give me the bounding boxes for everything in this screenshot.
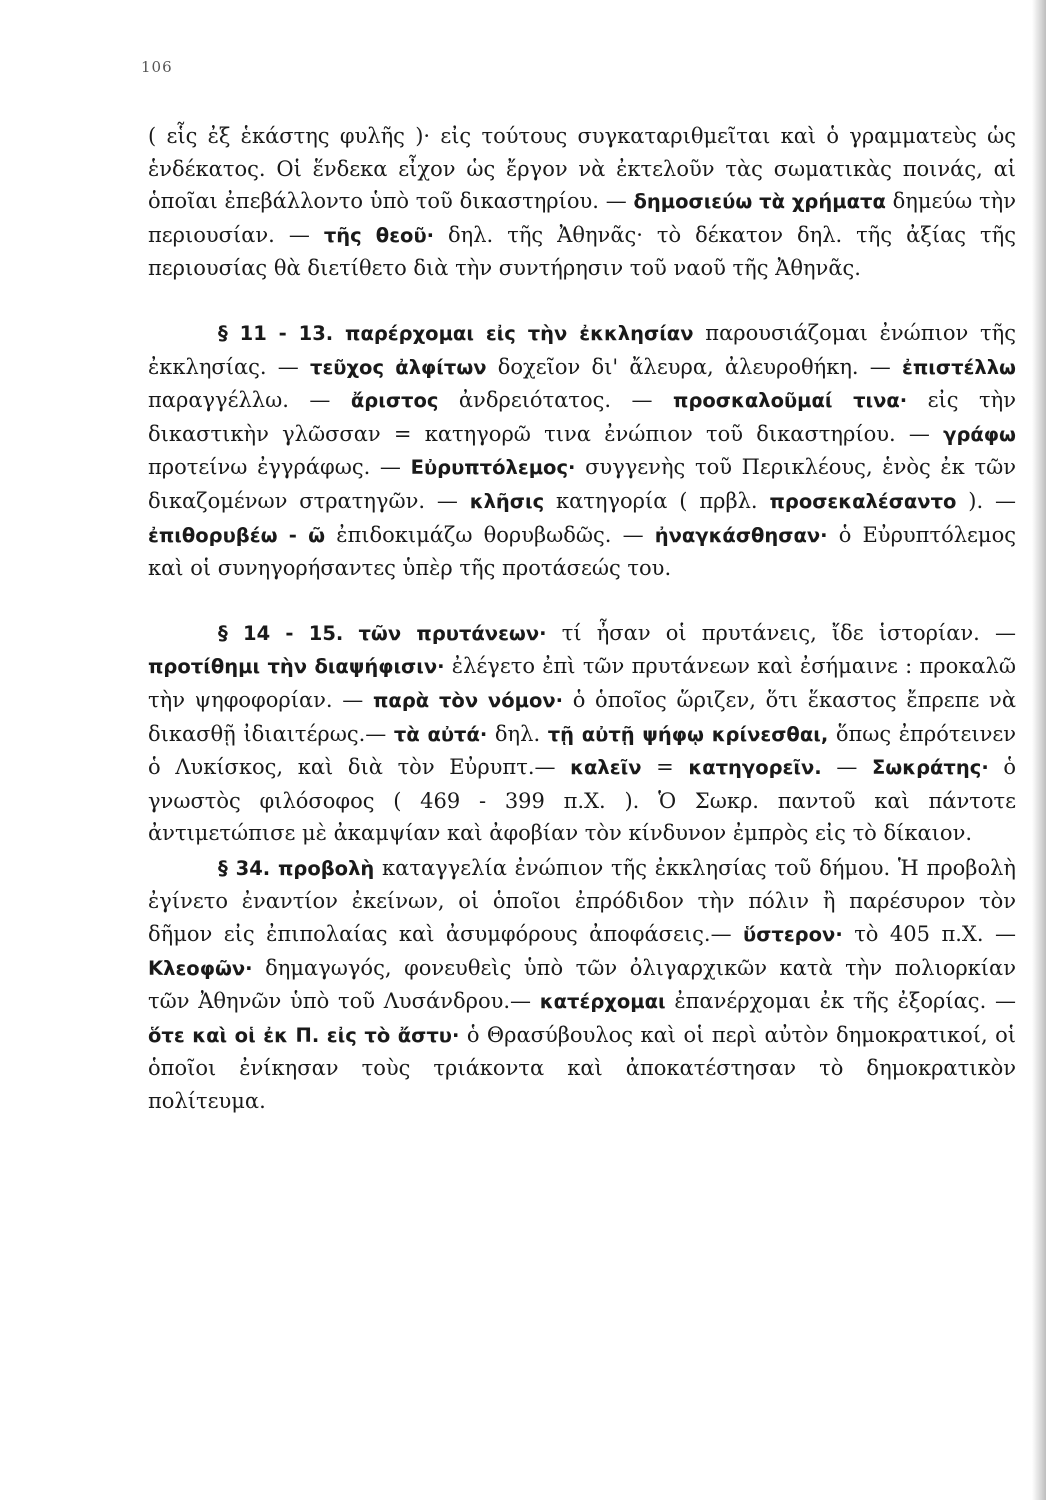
- text: τί ἦσαν οἱ πρυτάνεις, ἴδε ἱστορίαν. —: [546, 620, 1017, 645]
- lemma: τῇ αὐτῇ ψήφῳ κρίνεσθαι,: [547, 722, 829, 746]
- lemma: κατηγορεῖν.: [688, 756, 822, 780]
- text: ἐλέγετο ἐπὶ τῶν πρυτάνεων καὶ ἐσήμαινε : προκαλῶ τὴν ψηφοφορίαν. —: [148, 654, 1016, 712]
- lemma: προσκαλοῦμαί τινα·: [673, 389, 908, 413]
- text: παραγγέλλω. —: [148, 388, 351, 413]
- section-mark: § 34.: [218, 856, 271, 880]
- text: ( εἷς ἐξ ἑκάστης φυλῆς )· εἰς τούτους συγκαταριθμεῖται καὶ ὁ γραμματεὺς ὡς ἑνδέκατος. Οἱ ἕνδεκα εἶχον ὡς ἔργον νὰ ἐκτελοῦν τὰς σωματικὰς ποινάς, αἱ ὁποῖαι ἐπεβάλλοντο ὑπὸ τοῦ δικαστηρίου. —: [148, 124, 1016, 214]
- text: δηλ. τῆς Ἀθηνᾶς· τὸ δέκατον δηλ. τῆς ἀξίας τῆς περιουσίας θὰ διετίθετο διὰ τὴν συντήρησιν τοῦ ναοῦ τῆς Ἀθηνᾶς.: [148, 222, 1016, 281]
- section-mark: § 14 - 15.: [218, 621, 344, 645]
- page-number: 106: [141, 58, 173, 76]
- commentary-text: [148, 120, 1016, 1118]
- text: ἀνδρειότατος. —: [438, 388, 674, 413]
- page-edge-shadow: [1032, 0, 1046, 1500]
- text: ). —: [956, 488, 1016, 513]
- paragraph-2: [148, 317, 1016, 585]
- lemma: κλῆσις: [469, 489, 545, 513]
- text: δημεύω τὴν περιουσίαν. —: [148, 189, 1016, 247]
- lemma: ὅτε καὶ οἱ ἐκ Π. εἰς τὸ ἄστυ·: [148, 1023, 460, 1047]
- lemma: παρὰ τὸν νόμον·: [373, 688, 564, 712]
- text: ἐπανέρχομαι ἐκ τῆς ἐξορίας. —: [665, 989, 1016, 1014]
- section-mark: § 11 - 13.: [218, 321, 334, 345]
- lemma: τῶν πρυτάνεων·: [358, 621, 547, 645]
- lemma: παρέρχομαι εἰς τὴν ἐκκλησίαν: [345, 321, 694, 345]
- lemma: τῆς θεοῦ·: [323, 223, 435, 247]
- text: —: [821, 755, 872, 780]
- paragraph-3: [148, 617, 1016, 850]
- lemma: γράφω: [943, 422, 1016, 446]
- paragraph-1: [148, 120, 1016, 285]
- text: δηλ.: [487, 721, 548, 746]
- text: καταγγελία ἐνώπιον τῆς ἐκκλησίας τοῦ δήμου. Ἡ προβολὴ ἐγίνετο ἐναντίον ἐκείνων, οἱ ὁποῖοι ἐπρόδιδον τὴν πόλιν ἢ παρέσυρον τὸν δῆμον εἰς ἐπιπολαίας καὶ ἀσυμφόρους ἀποφάσεις.—: [148, 855, 1016, 947]
- text: τὸ 405 π.Χ. —: [842, 922, 1016, 947]
- text: προτείνω ἐγγράφως. —: [148, 455, 411, 480]
- lemma: ἠναγκάσθησαν·: [654, 523, 828, 547]
- text: ὅπως ἐπρότεινεν ὁ Λυκίσκος, καὶ διὰ τὸν Εὐρυπτ.—: [148, 721, 1016, 780]
- lemma: Εὐρυπτόλεμος·: [410, 456, 576, 480]
- lemma: προβολὴ: [277, 856, 375, 880]
- text: δημαγωγός, φονευθεὶς ὑπὸ τῶν ὀλιγαρχικῶν κατὰ τὴν πολιορκίαν τῶν Ἀθηνῶν ὑπὸ τοῦ Λυσάνδρου.—: [148, 955, 1016, 1014]
- lemma: τεῦχος ἀλφίτων: [310, 355, 487, 379]
- text: ὁ Εὐρυπτόλεμος καὶ οἱ συνηγορήσαντες ὑπὲρ τῆς προτάσεώς του.: [148, 522, 1016, 581]
- text: ὁ γνωστὸς φιλόσοφος ( 469 - 399 π.Χ. ). Ὁ Σωκρ. παντοῦ καὶ πάντοτε ἀντιμετώπισε μὲ ἀκαμψίαν καὶ ἀφοβίαν τὸν κίνδυνον ἐμπρὸς εἰς τὸ δίκαιον.: [148, 755, 1017, 846]
- text: ὁ Θρασύβουλος καὶ οἱ περὶ αὐτὸν δημοκρατικοί, οἱ ὁποῖοι ἐνίκησαν τοὺς τριάκοντα καὶ ἀποκατέστησαν τὸ δημοκρατικὸν πολίτευμα.: [148, 1022, 1016, 1114]
- lemma: Κλεοφῶν·: [148, 956, 253, 980]
- lemma: Σωκράτης·: [871, 756, 989, 780]
- text: δοχεῖον δι' ἄλευρα, ἀλευροθήκη. —: [486, 354, 902, 379]
- lemma: προτίθημι τὴν διαψήφισιν·: [148, 655, 445, 679]
- text: εἰς τὴν δικαστικὴν γλῶσσαν = κατηγορῶ τινα ἐνώπιον τοῦ δικαστηρίου. —: [148, 388, 1016, 446]
- lemma: ἐπιθορυβέω - ῶ: [148, 523, 326, 547]
- lemma: ὕστερον·: [743, 923, 843, 947]
- text: κατηγορία ( πρβλ.: [544, 488, 770, 513]
- text: ἐπιδοκιμάζω θορυβωδῶς. —: [325, 522, 655, 547]
- text: παρουσιάζομαι ἐνώπιον τῆς ἐκκλησίας. —: [148, 320, 1016, 379]
- lemma: δημοσιεύω τὰ χρήματα: [633, 190, 886, 214]
- lemma: τὰ αὐτά·: [393, 722, 488, 746]
- text: ὁ ὁποῖος ὥριζεν, ὅτι ἕκαστος ἔπρεπε νὰ δικασθῇ ἰδιαιτέρως.—: [148, 687, 1017, 746]
- text: =: [641, 755, 689, 780]
- paragraph-4: [148, 852, 1016, 1118]
- lemma: ἄριστος: [350, 389, 439, 413]
- lemma: κατέρχομαι: [539, 990, 666, 1014]
- lemma: ἐπιστέλλω: [902, 355, 1016, 379]
- text: συγγενὴς τοῦ Περικλέους, ἑνὸς ἐκ τῶν δικαζομένων στρατηγῶν. —: [148, 455, 1016, 513]
- lemma: προσεκαλέσαντο: [769, 489, 957, 513]
- lemma: καλεῖν: [570, 756, 642, 780]
